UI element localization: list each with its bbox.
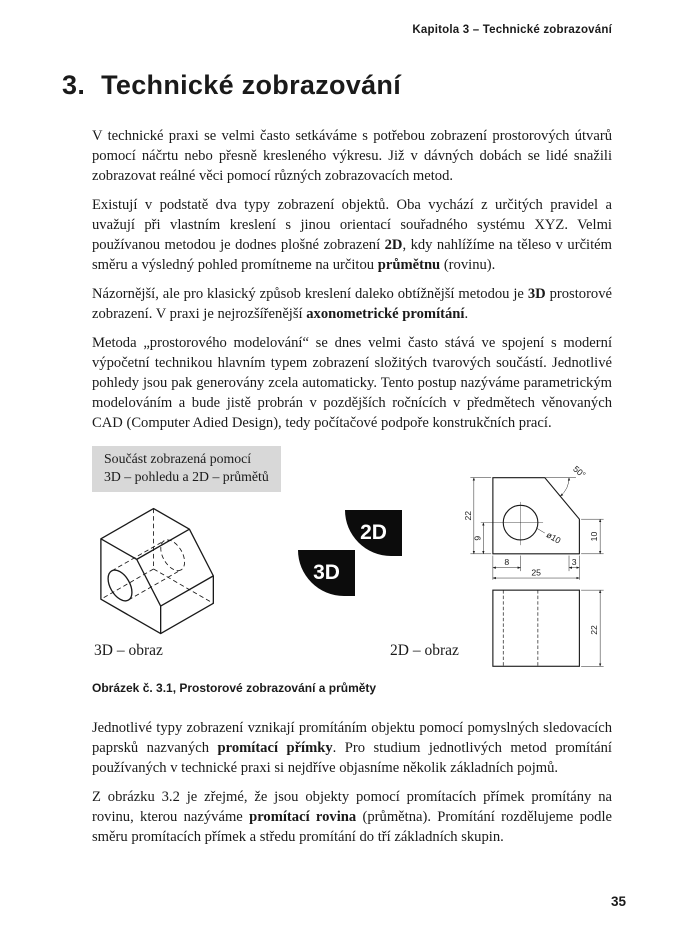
dim-depth: 22 bbox=[589, 624, 600, 635]
hole-leader-line bbox=[536, 528, 545, 533]
dim-hole-offset-x: 8 bbox=[504, 556, 510, 567]
orthographic-views-drawing bbox=[460, 448, 614, 670]
plan-outline bbox=[493, 590, 580, 666]
dim-right-height: 10 bbox=[589, 531, 600, 542]
figure-caption: Obrázek č. 3.1, Prostorové zobrazování a průměty bbox=[92, 680, 377, 695]
paragraph-4: Metoda „prostorového modelování“ se dnes velmi často stává ve spojení s moderní výpočetní technikou hlavním typem zobrazení složitých tvarových součástí. Jednotlivé pohledy jsou pak generovány zcela automaticky. Tento postup nazýváme parametrickým modelováním a bude jistě probrán v pozdějších ročnících v předmětech věnovaných CAD (Computer Adied Design), tedy počítačové podpoře konstrukčních prací. bbox=[92, 334, 612, 431]
page-number: 35 bbox=[610, 894, 626, 909]
badge-3d: 3D bbox=[298, 550, 355, 596]
running-header: Kapitola 3 – Technické zobrazování bbox=[412, 24, 612, 36]
angle-arc bbox=[560, 477, 569, 496]
paragraph-5: Jednotlivé typy zobrazení vznikají promítáním objektu pomocí pomyslných sledovacích paprsků nazvaných promítací přímky. Pro studium jednotlivých metod promítání používaných v technické praxi si nejdříve objasníme několik základních pojmů. bbox=[92, 719, 612, 776]
chapter-title bbox=[62, 70, 612, 101]
iso-hole-walls bbox=[112, 540, 181, 599]
dim-total-width: 25 bbox=[531, 567, 541, 578]
figure-3-1 bbox=[92, 446, 612, 671]
dim-chamfer-angle: 50° bbox=[571, 463, 588, 480]
chapter-number: 3. bbox=[62, 70, 86, 100]
iso-hole-front bbox=[103, 566, 137, 605]
dim-hole-diameter: ø10 bbox=[544, 529, 563, 546]
plan-hidden-hole-lines bbox=[503, 590, 538, 666]
iso-visible-edges bbox=[101, 529, 213, 633]
figure-label-box bbox=[92, 446, 281, 492]
iso-hidden-edges bbox=[101, 508, 213, 603]
chapter-title-text: Technické zobrazování bbox=[101, 70, 402, 100]
isometric-part-drawing bbox=[94, 498, 220, 640]
dim-left-height: 22 bbox=[462, 510, 473, 521]
iso-hole-back bbox=[156, 536, 190, 575]
badge-2d: 2D bbox=[345, 510, 402, 556]
dim-hole-center-height: 9 bbox=[472, 535, 483, 541]
dim-ext-left bbox=[470, 477, 491, 553]
hole-centerlines bbox=[481, 502, 543, 545]
page-content bbox=[62, 0, 612, 857]
paragraph-1: V technické praxi se velmi často setkáváme s potřebou zobrazení prostorových útvarů pomocí náčrtu nebo přesně kresleného výkresu. Již v dávných dobách se lidé snažili zobrazovat reálné věci pomocí různých zobrazovacích metod. bbox=[92, 128, 612, 184]
paragraph-3: Názornější, ale pro klasický způsob kreslení daleko obtížnější metodou je 3D prostorové zobrazení. V praxi je nejrozšířenější axonometrické promítání. bbox=[92, 285, 612, 322]
paragraph-2: Existují v podstatě dva typy zobrazení objektů. Oba vychází z určitých pravidel a uvažují při vlastním kreslení s jinou orientací souřadného systému XYZ. Velmi používanou metodou je dodnes plošné zobrazení 2D, kdy nahlížíme na těleso v určitém směru a výsledný pohled promítneme na určitou průmětnu (rovinu). bbox=[92, 196, 612, 273]
view-label-3d: 3D – obraz bbox=[94, 641, 163, 659]
figure-label-line1: Součást zobrazená pomocí bbox=[104, 450, 252, 466]
view-label-2d: 2D – obraz bbox=[390, 641, 459, 659]
dim-right-edge: 3 bbox=[571, 556, 577, 567]
figure-label-line2: 3D – pohledu a 2D – průmětů bbox=[104, 468, 269, 484]
paragraph-6: Z obrázku 3.2 je zřejmé, že jsou objekty pomocí promítacích přímek promítány na rovinu, kterou nazýváme promítací rovina (průmětna). Promítání rozdělujeme podle směru promítacích přímek a středu promítání do tří základních skupin. bbox=[92, 788, 612, 845]
